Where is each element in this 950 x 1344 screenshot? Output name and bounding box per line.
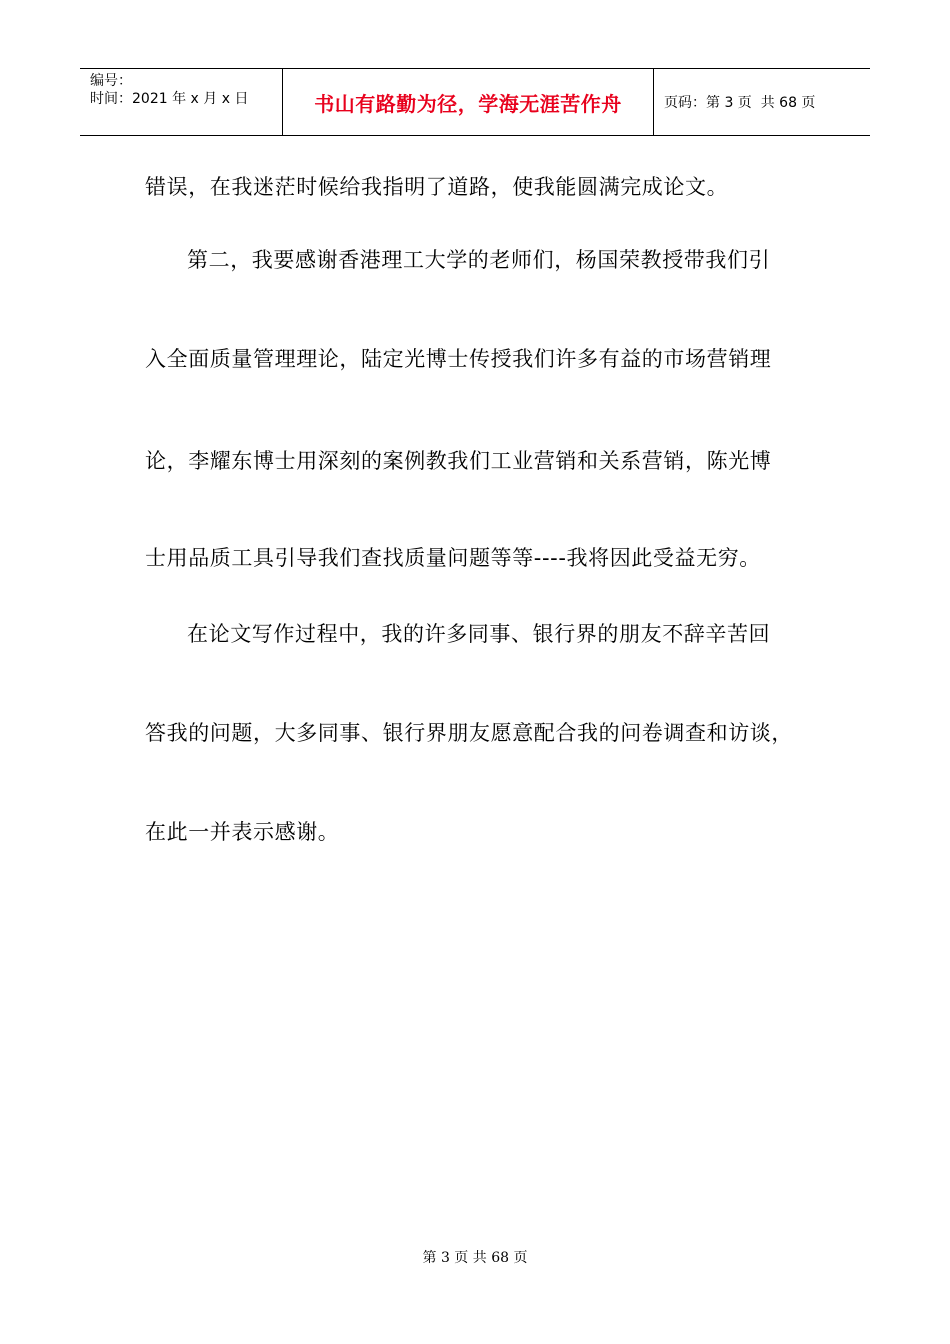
header-page-cell [654,69,870,135]
body-line: 入全面质量管理理论，陆定光博士传授我们许多有益的市场营销理 [145,347,772,371]
body-line: 在此一并表示感谢。 [145,820,340,844]
body-paragraph-start: 在论文写作过程中，我的许多同事、银行界的朋友不辞辛苦回 [187,622,771,646]
header-page-info: 页码：第 3 页 共 68 页 [664,95,816,111]
document-header [80,68,870,136]
body-line: 士用品质工具引导我们查找质量问题等等----我将因此受益无穷。 [145,546,761,570]
header-motto-cell [282,69,654,135]
date-line: 时间：2021 年 x 月 x 日 [90,91,249,107]
serial-number-label: 编号： [90,73,132,89]
header-meta-cell [80,69,282,135]
body-line: 论，李耀东博士用深刻的案例教我们工业营销和关系营销，陈光博 [145,449,772,473]
body-paragraph-start: 第二，我要感谢香港理工大学的老师们，杨国荣教授带我们引 [187,248,771,272]
page-footer: 第 3 页 共 68 页 [422,1250,528,1266]
body-line: 错误，在我迷茫时候给我指明了道路，使我能圆满完成论文。 [145,175,729,199]
body-line: 答我的问题，大多同事、银行界朋友愿意配合我的问卷调查和访谈， [145,721,793,745]
motto-text: 书山有路勤为径，学海无涯苦作舟 [314,91,622,116]
